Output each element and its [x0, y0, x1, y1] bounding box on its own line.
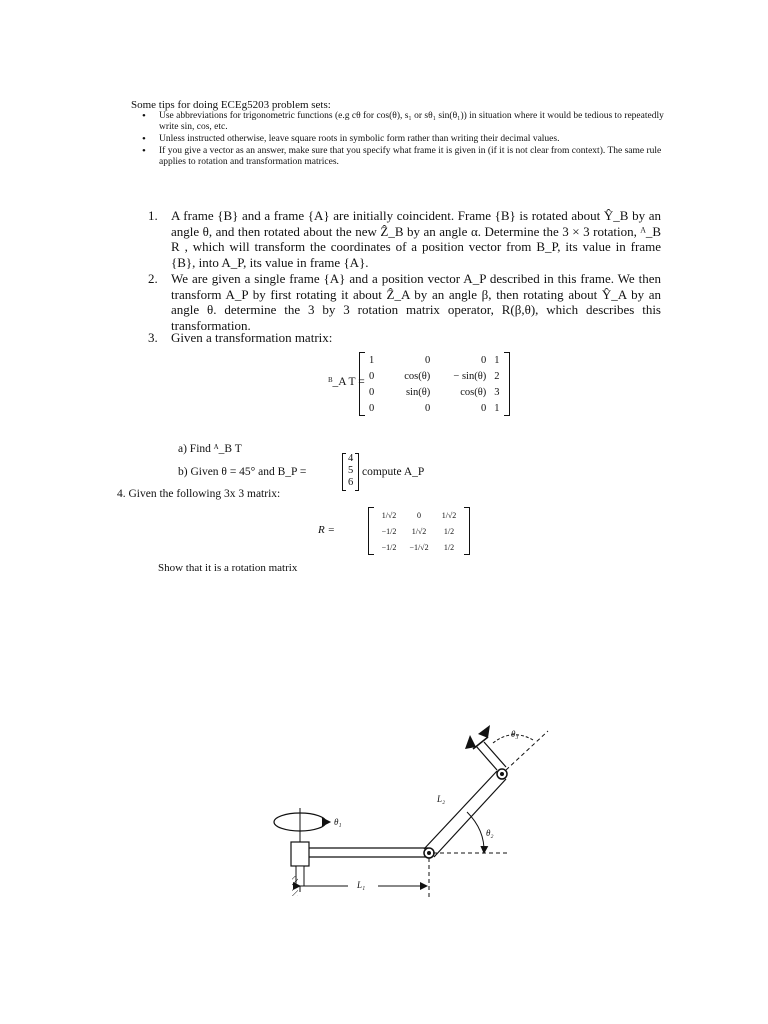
matrix-cell: cos(θ) [460, 386, 487, 398]
joint-3-center [500, 772, 504, 776]
theta2-label: θ₂ [486, 828, 494, 838]
base-joint [274, 808, 330, 896]
matrix-cell: cos(θ) [404, 370, 431, 382]
matrix-cell: − sin(θ) [453, 370, 487, 382]
question-4: 4. Given the following 3x 3 matrix: [117, 488, 281, 500]
vector-cell: 4 [348, 453, 354, 464]
vector-cell: 6 [348, 477, 354, 488]
tip-item: • Use abbreviations for trigonometric functions (e.g cθ for cos(θ), s₁ or sθ₁ sin(θ₁)) in situation where it would be tedious to repeatedly write sin, cos, etc. [142, 111, 667, 133]
vector-cell: 5 [348, 465, 354, 476]
matrix-cell: 0 [425, 402, 431, 414]
question-text: A frame {B} and a frame {A} are initially coincident. Frame {B} is rotated about Ŷ_B by an angle θ, and then rotated about the new Ẑ_B by an angle α. Determine the 3 × 3 rotation, ᴬ_B R , which will transform the coordinates of a position vector from B_P, its value in frame {B}, into A_P, its value in frame {A}. [171, 208, 661, 270]
question-text: Given a transformation matrix: [171, 330, 333, 345]
matrix-cell: 0 [481, 354, 487, 366]
matrix-cell: −1/2 [381, 526, 397, 536]
question-text: We are given a single frame {A} and a position vector A_P described in this frame. We then transform A_P by first rotating it about Ẑ_A by an angle β, then rotating about Ŷ_A by an angle θ. determine the 3 by 3 rotation matrix operator, R(β,θ), which describes this transformation. [171, 271, 661, 333]
matrix-cell: 1/2 [443, 526, 455, 536]
question-number: 2. [148, 271, 158, 286]
tips-title: Some tips for doing ECEg5203 problem sets: [131, 99, 331, 111]
question-3a: a) Find ᴬ_B T [178, 443, 242, 455]
joint-2-center [427, 851, 431, 855]
matrix-cell: 0 [425, 354, 431, 366]
matrix-cell: 0 [369, 386, 375, 398]
L2-label: L₂ [437, 794, 446, 804]
matrix-cell: 0 [417, 510, 421, 520]
matrix-T-label: ᴮ_A T = [328, 376, 365, 388]
question-3b-text: b) Given θ = 45° and B_P = [178, 466, 307, 478]
theta1-label: θ₁ [334, 817, 342, 827]
matrix-cell: −1/√2 [409, 542, 429, 552]
link-1 [309, 848, 428, 857]
matrix-cell: 0 [369, 370, 375, 382]
matrix-cell: 1 [494, 402, 500, 414]
question-number: 1. [148, 208, 158, 223]
question-3b-compute: compute A_P [362, 466, 425, 478]
matrix-cell: 2 [494, 370, 500, 382]
matrix-R-label: R = [318, 524, 335, 536]
question-number: 3. [148, 330, 158, 345]
matrix-cell: 0 [481, 402, 487, 414]
tip-item: • Unless instructed otherwise, leave square roots in symbolic form rather than writing their decimal values. [142, 134, 667, 145]
matrix-cell: 0 [369, 402, 375, 414]
matrix-cell: 1 [494, 354, 500, 366]
matrix-cell: 1/√2 [441, 510, 457, 520]
matrix-cell: 1/√2 [381, 510, 397, 520]
matrix-cell: 1/√2 [411, 526, 427, 536]
matrix-cell: 3 [494, 386, 500, 398]
matrix-cell: 1 [369, 354, 375, 366]
tip-item: • If you give a vector as an answer, make sure that you specify what frame it is given in (if it is not clear from context). The same rule applies to rotation and transformation matrices. [142, 146, 667, 168]
matrix-cell: sin(θ) [405, 386, 431, 398]
end-effector [465, 725, 506, 770]
matrix-cell: −1/2 [381, 542, 397, 552]
matrix-cell: 1/2 [443, 542, 455, 552]
theta3-label: θ₃ [511, 729, 519, 739]
L1-label: L₁ [357, 880, 366, 890]
link-2 [424, 771, 506, 857]
show-rotation-instruction: Show that it is a rotation matrix [158, 562, 298, 574]
